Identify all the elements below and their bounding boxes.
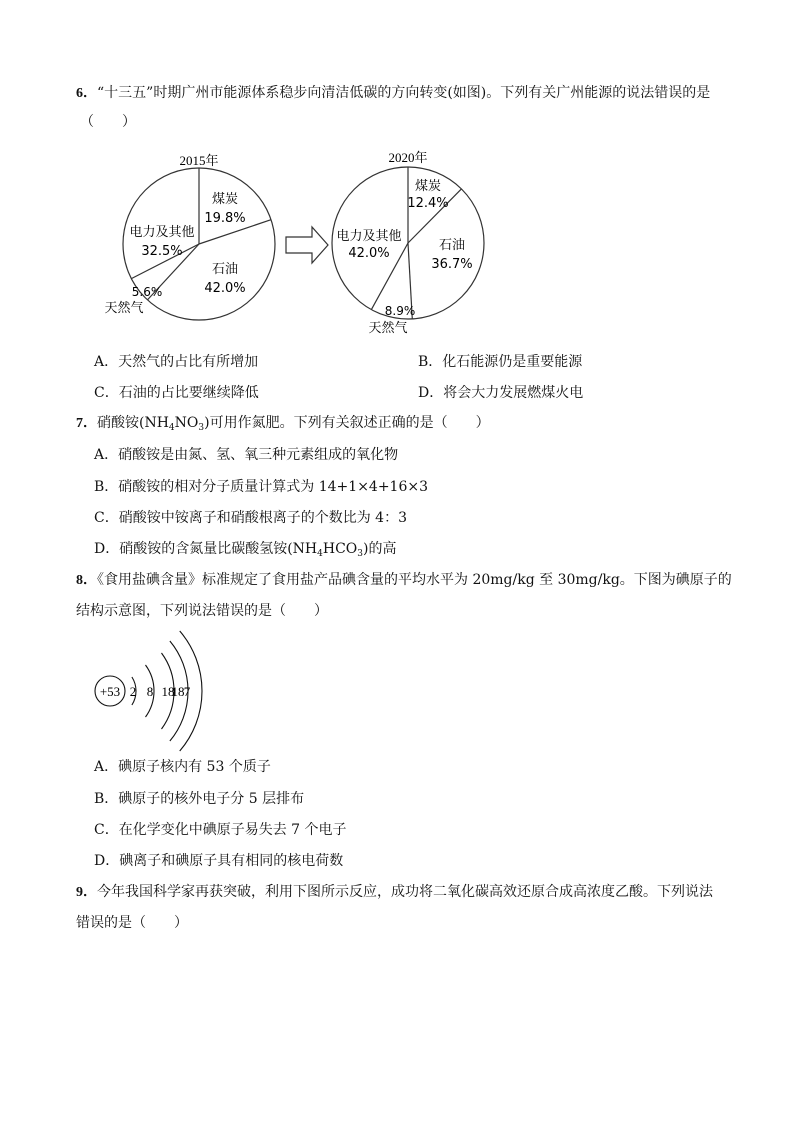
q6-option-d: D．将会大力发展燃煤火电: [418, 385, 584, 401]
pie-2020-value-oil: 36.7%: [431, 257, 473, 272]
pie-2020-value-power: 42.0%: [348, 246, 390, 261]
q7-subscript: 3: [198, 423, 205, 433]
pie-2015-label-coal: 煤炭: [211, 192, 239, 207]
q6-answer-blank: （ ）: [80, 114, 136, 130]
q6-stem-text: “十三五”时期广州市能源体系稳步向清洁低碳的方向转变(如图)。下列有关广州能源的说法错误的是: [97, 85, 711, 101]
pie-2015-value-coal: 19.8%: [204, 211, 246, 226]
q6-option-b: B．化石能源仍是重要能源: [418, 354, 583, 370]
q9-stem-text: 今年我国科学家再获突破，利用下图所示反应，成功将二氧化碳高效还原合成高浓度乙酸。下列说法: [97, 884, 713, 900]
q7-stem-part: )可用作氮肥。下列有关叙述正确的是（ ）: [204, 415, 490, 431]
q8-option-c: C．在化学变化中碘原子易失去 7 个电子: [94, 822, 347, 838]
q7-option-d-part: D．硝酸铵的含氮量比碳酸氢铵(NH: [94, 541, 318, 557]
nucleus-charge: +53: [99, 684, 121, 699]
q7-subscript: 4: [317, 549, 323, 559]
q6-stem: [76, 83, 710, 104]
q8-option-b: B．碘原子的核外电子分 5 层排布: [94, 791, 305, 807]
q7-option-b: B．硝酸铵的相对分子质量计算式为 14+1×4+16×3: [94, 479, 429, 495]
q8-stem: [76, 570, 732, 591]
pie-2015-label-power: 电力及其他: [129, 225, 195, 240]
shell-4-electrons: 18: [171, 684, 185, 699]
pie-2020-label-gas: 天然气: [368, 321, 408, 336]
shell-3-electrons: 18: [161, 684, 175, 699]
q6-number: 6．: [76, 86, 97, 101]
q9-stem-line2: 错误的是（ ）: [76, 915, 188, 931]
shell-1-electrons: 2: [129, 684, 137, 699]
pie-2015-value-power: 32.5%: [141, 244, 183, 259]
pie-2020-value-coal: 12.4%: [407, 196, 449, 211]
q7-option-d-part: HCO: [322, 541, 358, 557]
q7-number: 7．: [76, 416, 97, 431]
q6-pie-charts: [0, 145, 794, 345]
q6-option-a: A．天然气的占比有所增加: [94, 354, 259, 370]
shell-5-electrons: 7: [183, 684, 191, 699]
q6-option-c: C．石油的占比要继续降低: [94, 385, 259, 401]
pie-2020-value-gas: 8.9%: [384, 304, 416, 318]
q7-option-d: [94, 539, 397, 559]
pie-2020-label-oil: 石油: [438, 238, 466, 253]
q8-option-d: D．碘离子和碘原子具有相同的核电荷数: [94, 853, 344, 869]
pie-chart-2020: [332, 150, 484, 336]
q7-option-c: C．硝酸铵中铵离子和硝酸根离子的个数比为 4：3: [94, 510, 407, 526]
q7-option-d-part: )的高: [363, 541, 397, 557]
pie-2020-label-coal: 煤炭: [414, 179, 442, 194]
shell-2-electrons: 8: [146, 684, 154, 699]
pie-2015-value-oil: 42.0%: [204, 281, 246, 296]
right-arrow-icon: [286, 227, 328, 263]
q8-stem-line2: 结构示意图，下列说法错误的是（ ）: [76, 603, 328, 619]
q7-subscript: 4: [168, 423, 175, 433]
q7-stem: [76, 413, 490, 434]
q7-stem-part: NO: [174, 415, 199, 431]
pie-2020-label-power: 电力及其他: [336, 229, 402, 244]
pie-2015-title: 2015年: [179, 153, 219, 168]
pie-2015-label-gas: 天然气: [104, 301, 144, 316]
pie-2015-label-oil: 石油: [211, 262, 239, 277]
q9-number: 9．: [76, 885, 97, 900]
q7-subscript: 3: [357, 549, 364, 559]
q9-stem: [76, 882, 713, 903]
q7-option-a: A．硝酸铵是由氮、氢、氧三种元素组成的氧化物: [94, 447, 399, 463]
q8-number: 8．: [76, 573, 97, 588]
q8-option-a: A．碘原子核内有 53 个质子: [94, 759, 271, 775]
iodine-atom-structure-diagram: [90, 625, 290, 755]
q8-stem-text: 《食用盐碘含量》标准规定了食用盐产品碘含量的平均水平为 20mg/kg 至 30mg/kg。下图为碘原子的: [97, 572, 732, 588]
pie-chart-2015: [104, 153, 275, 320]
pie-2020-title: 2020年: [388, 150, 428, 165]
pie-2015-value-gas: 5.6%: [131, 285, 163, 299]
q7-stem-part: 硝酸铵(NH: [97, 415, 169, 431]
